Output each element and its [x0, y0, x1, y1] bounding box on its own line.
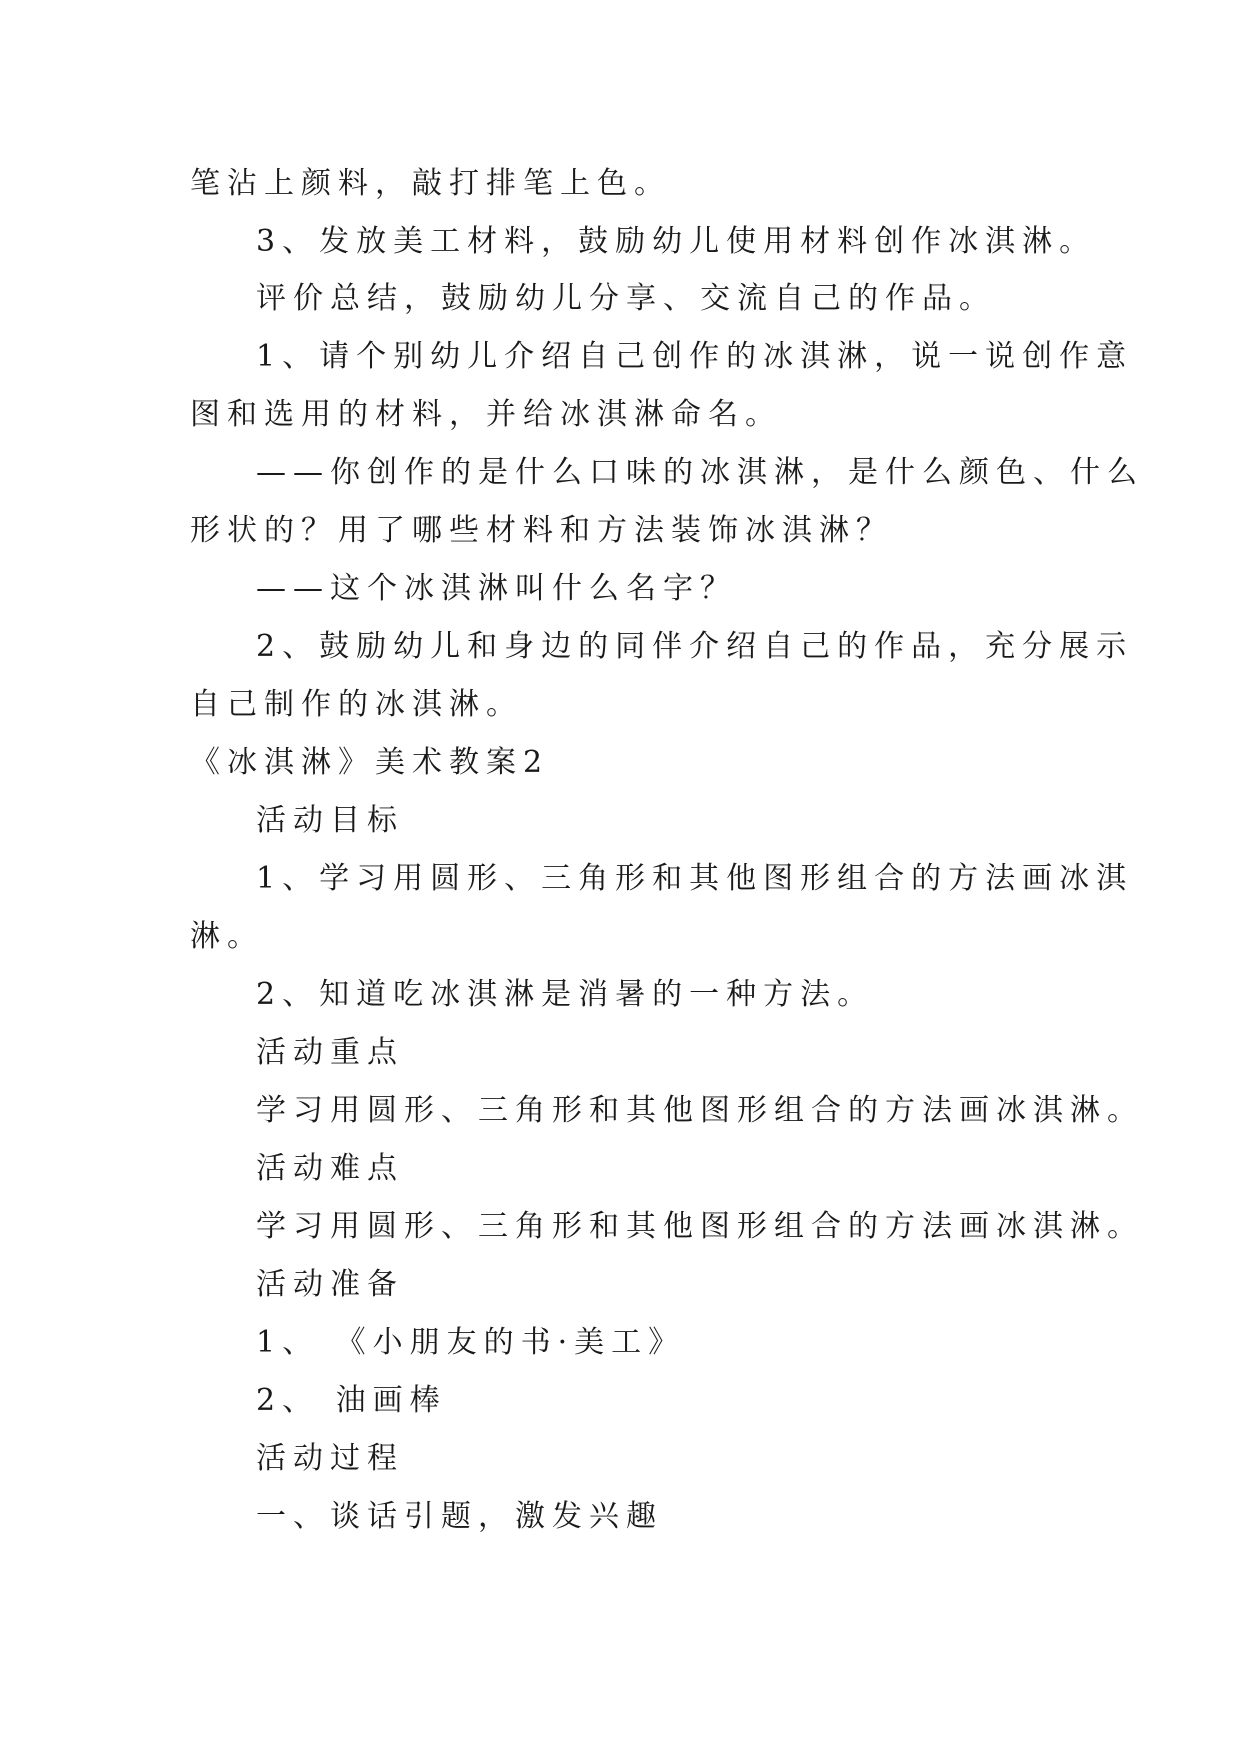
text-line: 活动难点 [256, 1151, 404, 1186]
text-line: 评价总结，鼓励幼儿分享、交流自己的作品。 [256, 281, 996, 316]
text-line: 图和选用的材料，并给冰淇淋命名。 [190, 397, 782, 432]
text-line: 1、请个别幼儿介绍自己创作的冰淇淋，说一说创作意 [256, 339, 1134, 374]
text-line: 笔沾上颜料，敲打排笔上色。 [190, 166, 671, 201]
text-line: 2、知道吃冰淇淋是消暑的一种方法。 [256, 977, 875, 1012]
text-line: 3、发放美工材料，鼓励幼儿使用材料创作冰淇淋。 [256, 224, 1097, 259]
text-line: ——这个冰淇淋叫什么名字？ [256, 571, 737, 606]
text-line: 活动重点 [256, 1035, 404, 1070]
text-line: 活动目标 [256, 803, 404, 838]
text-line: 淋。 [190, 919, 264, 954]
text-line: 1、 《小朋友的书·美工》 [256, 1325, 686, 1360]
text-line: 一、谈话引题，激发兴趣 [256, 1499, 663, 1534]
text-line: 自己制作的冰淇淋。 [190, 687, 523, 722]
text-line: 2、鼓励幼儿和身边的同伴介绍自己的作品，充分展示 [256, 629, 1134, 664]
text-line: 2、 油画棒 [256, 1383, 447, 1418]
section-heading: 《冰淇淋》美术教案2 [190, 745, 550, 780]
text-line: 学习用圆形、三角形和其他图形组合的方法画冰淇淋。 [256, 1209, 1144, 1244]
text-line: 学习用圆形、三角形和其他图形组合的方法画冰淇淋。 [256, 1093, 1144, 1128]
text-line: 1、学习用圆形、三角形和其他图形组合的方法画冰淇 [256, 861, 1134, 896]
text-line: 活动过程 [256, 1441, 404, 1476]
text-line: 活动准备 [256, 1267, 404, 1302]
text-line: ——你创作的是什么口味的冰淇淋，是什么颜色、什么 [256, 455, 1144, 490]
text-line: 形状的？用了哪些材料和方法装饰冰淇淋？ [190, 513, 893, 548]
